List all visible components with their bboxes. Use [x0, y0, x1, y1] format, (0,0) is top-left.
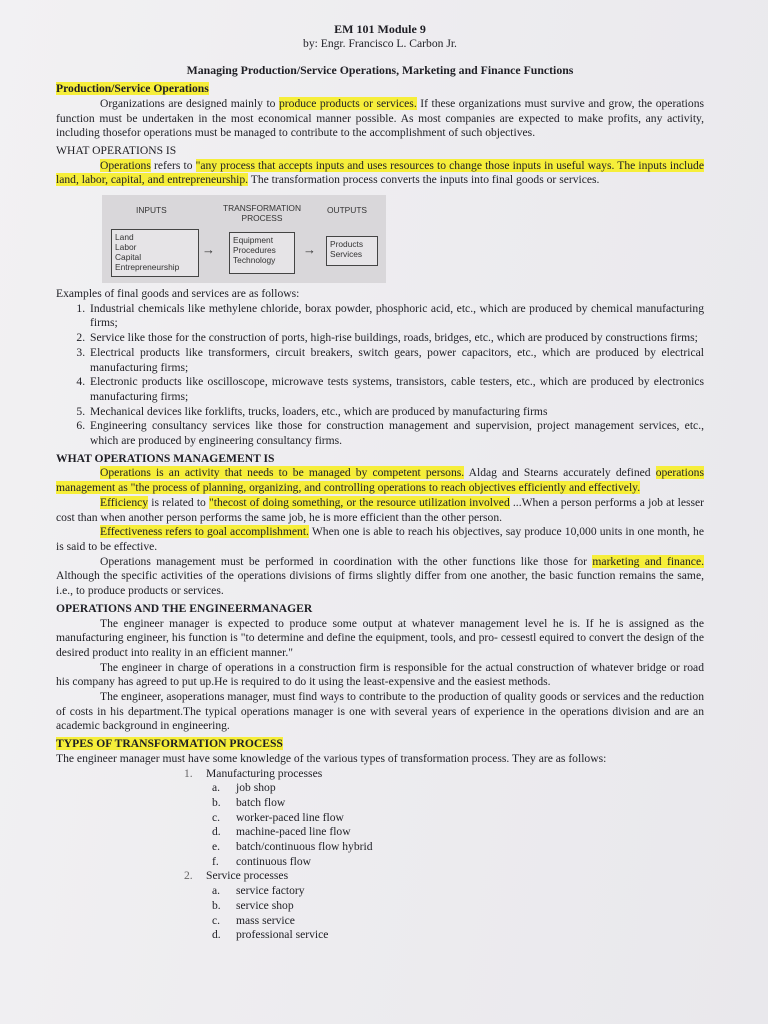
paragraph-effectiveness: [56, 525, 704, 554]
list-item: [212, 796, 704, 811]
author-line: by: Engr. Francisco L. Carbon Jr.: [303, 36, 457, 50]
highlight: marketing and finance.: [592, 554, 704, 568]
section-heading-engineer-manager: OPERATIONS AND THE ENGINEERMANAGER: [56, 601, 313, 615]
diagram-output-item: Services: [330, 249, 363, 260]
diagram-input-item: Land: [115, 232, 134, 243]
highlight: "thecost of doing something, or the resource utilization involved: [209, 495, 510, 509]
highlight: Production/Service Operations: [56, 82, 209, 96]
item-letter: b.: [212, 898, 221, 912]
text-run: Aldag and Stearns accurately defined: [464, 466, 656, 480]
item-text: worker-paced line flow: [236, 810, 344, 824]
list-item: [212, 928, 704, 943]
diagram-inputs-label: INPUTS: [136, 205, 167, 216]
highlight: Operations: [100, 158, 151, 172]
highlight: Efficiency: [100, 495, 149, 509]
list-item: [212, 781, 704, 796]
list-item: 1. Industrial chemicals like methylene chloride, borax powder, phosphoric acid, etc., which are produced by chemical manufacturing firms;: [88, 302, 704, 331]
diagram-process-item: Technology: [233, 255, 276, 266]
highlight: Operations is an activity that needs to be managed by competent persons.: [100, 466, 465, 480]
item-text: service shop: [236, 898, 294, 912]
highlight: TYPES OF TRANSFORMATION PROCESS: [56, 737, 283, 751]
item-letter: e.: [212, 840, 221, 854]
item-text: mass service: [236, 913, 295, 927]
highlight: "any process that accepts inputs and uses resources to change those inputs in useful ways. The inputs include land, labor, capital, and entrepreneurship.: [56, 158, 704, 187]
arrow-right-icon: →: [303, 242, 316, 258]
text-run: When one is able to reach his objectives, say produce 10,000 units in one month, he is said to be effective.: [56, 525, 704, 553]
list-group: [184, 869, 704, 884]
item-text: batch/continuous flow hybrid: [236, 840, 373, 854]
paragraph-operations-manager: The engineer, asoperations manager, must find ways to contribute to the production of quality goods or services and the reduction of costs in his department.The typical operations manager is one with several years of experience in the operations division and are an academic background in engineering.: [56, 690, 704, 733]
transformation-intro: The engineer manager must have some knowledge of the various types of transformation process. They are as follows:: [56, 751, 607, 765]
arrow-right-icon: →: [202, 242, 215, 258]
item-text: batch flow: [236, 795, 286, 809]
text-run: Although the specific activities of the operations divisions of firms slightly differ from one another, the basic function remains the same, i.e., to produce products or services.: [56, 569, 704, 598]
list-item: [212, 825, 704, 840]
list-item: [212, 840, 704, 855]
diagram-process-label-line2: PROCESS: [241, 213, 283, 224]
transformation-diagram: [102, 195, 386, 283]
diagram-process-box: [229, 232, 295, 274]
list-item: [212, 899, 704, 914]
diagram-process-item: Procedures: [233, 245, 276, 256]
page-title: Managing Production/Service Operations, Marketing and Finance Functions: [186, 63, 574, 78]
paragraph-operations-management: [56, 466, 704, 495]
diagram-input-item: Labor: [115, 242, 137, 253]
list-item: 5. Mechanical devices like forklifts, trucks, loaders, etc., which are produced by manufacturing firms: [88, 405, 704, 420]
text-run: ...When a person performs a job at lesser cost than when another person performs the same job, he is more efficient than the other person.: [56, 495, 704, 524]
item-letter: a.: [212, 781, 221, 795]
document-body: [56, 22, 704, 943]
item-text: service factory: [236, 884, 305, 898]
item-text: continuous flow: [236, 854, 312, 868]
group-number: 2.: [184, 869, 193, 883]
text-run: Operations management must be performed in coordination with the other functions like those for: [100, 554, 593, 568]
item-letter: f.: [212, 854, 219, 868]
list-item: 3. Electrical products like transformers, circuit breakers, switch gears, power capacitors, etc., which are produced by electrical manufacturing firms;: [88, 346, 704, 375]
text-run: refers to: [150, 158, 196, 172]
paragraph-engineer-manager: The engineer manager is expected to produce some output at whatever management level he is. If he is assigned as the manufacturing engineer, his function is "to determine and define the equipment, tools, and pro- cessestl equired to convert the design of the desired product into reality in an efficient manner.": [56, 616, 704, 659]
item-letter: a.: [212, 884, 221, 898]
item-letter: c.: [212, 810, 221, 824]
paragraph-coordination: [56, 555, 704, 599]
diagram-outputs-label: OUTPUTS: [327, 205, 368, 216]
paragraph-construction: The engineer in charge of operations in a construction firm is responsible for the actual construction of whatever bridge or road his company has agreed to put up.He is required to do it using the least-expensive and the easiest methods.: [56, 660, 704, 689]
item-text: professional service: [236, 928, 329, 942]
list-item: [212, 855, 704, 870]
highlight: Effectiveness refers to goal accomplishment.: [100, 525, 309, 539]
list-group: [184, 767, 704, 782]
list-item: 4. Electronic products like oscilloscope, microwave tests systems, transistors, cable testers, etc., which are produced by electronics manufacturing firms;: [88, 375, 704, 404]
item-letter: c.: [212, 913, 221, 927]
highlight: operations management as "the process of planning, organizing, and controlling operations to reach objectives efficiently and effectively.: [56, 466, 704, 495]
item-text: machine-paced line flow: [236, 825, 351, 839]
item-letter: b.: [212, 795, 221, 809]
list-item: [212, 811, 704, 826]
diagram-outputs-box: [326, 236, 378, 266]
section-heading-what-operations: WHAT OPERATIONS IS: [56, 143, 177, 157]
item-letter: d.: [212, 825, 221, 839]
item-text: job shop: [236, 781, 276, 795]
text-run: If these organizations must survive and grow, the operations function must be undertaken in the most economical manner possible. As most companies are expected to make profits, any activity, including thosefor operations must be managed to contribute to the accomplishment of such objectives.: [56, 96, 705, 140]
group-label: Manufacturing processes: [206, 766, 323, 780]
item-letter: d.: [212, 928, 221, 942]
diagram-input-item: Entrepreneurship: [115, 262, 180, 273]
examples-intro: Examples of final goods and services are as follows:: [56, 287, 300, 301]
course-title: EM 101 Module 9: [334, 22, 426, 36]
section-heading-operations-management: WHAT OPERATIONS MANAGEMENT IS: [56, 451, 275, 465]
list-item: [212, 914, 704, 929]
list-item: 6. Engineering consultancy services like those for construction management and supervision, project management services, etc., which are produced by engineering consultancy firms.: [88, 419, 704, 448]
paragraph-organizations: [56, 97, 704, 141]
text-run: is related to: [148, 495, 209, 509]
diagram-process-label: [217, 203, 307, 223]
text-run: Organizations are designed mainly to: [100, 96, 279, 110]
diagram-output-item: Products: [330, 239, 364, 250]
diagram-process-label-line1: TRANSFORMATION: [222, 203, 301, 214]
list-item: 2. Service like those for the construction of ports, high-rise buildings, roads, bridges, etc., which are produced by constructions firms;: [88, 331, 704, 346]
highlight: produce products or services.: [279, 96, 417, 110]
group-number: 1.: [184, 766, 193, 780]
paragraph-efficiency: [56, 496, 704, 525]
examples-list: [56, 302, 704, 449]
paragraph-operations-definition: [56, 159, 704, 188]
diagram-process-item: Equipment: [233, 235, 274, 246]
section-heading-transformation-types: [56, 737, 704, 752]
list-item: [212, 884, 704, 899]
diagram-input-item: Capital: [115, 252, 142, 263]
group-label: Service processes: [206, 869, 289, 883]
diagram-inputs-box: [111, 229, 199, 277]
section-heading-production: [56, 82, 704, 97]
transformation-types-list: [56, 767, 704, 943]
text-run: The transformation process converts the inputs into final goods or services.: [248, 173, 600, 187]
